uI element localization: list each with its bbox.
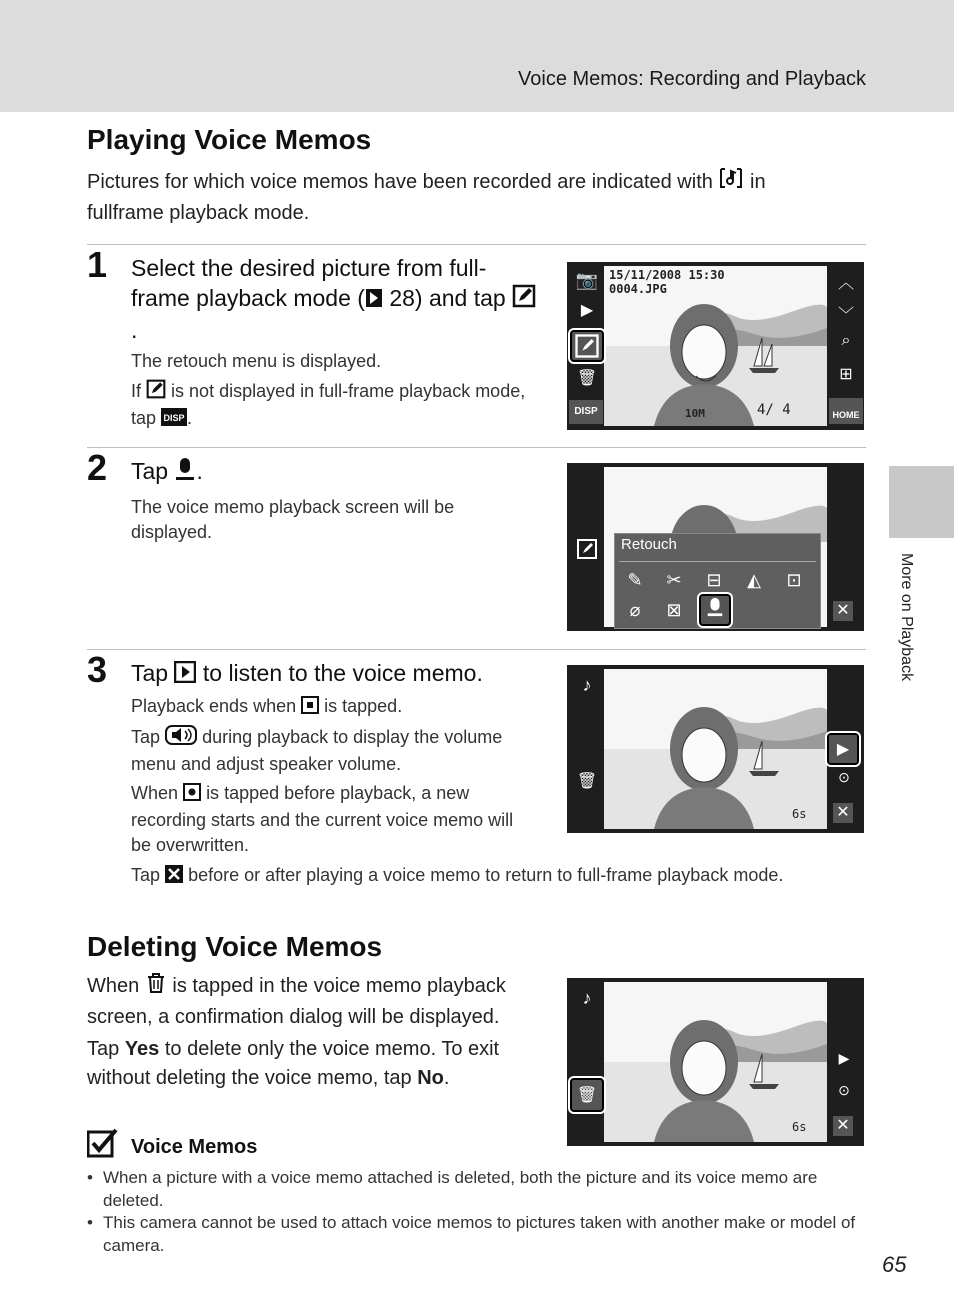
divider xyxy=(87,244,866,245)
music-note-icon: ♪ xyxy=(582,675,592,695)
paint-icon[interactable]: ✎ xyxy=(627,570,643,590)
screen-voice-memo-playback xyxy=(567,665,864,833)
retouch-icon xyxy=(512,284,536,315)
scroll-down-icon[interactable]: ﹀ xyxy=(837,307,854,324)
checkmark-note-icon xyxy=(87,1128,119,1163)
play-icon xyxy=(174,660,196,690)
step-3-note-4: Tap before or after playing a voice memo to return to full-frame playback mode. xyxy=(131,863,851,890)
running-header: Voice Memos: Recording and Playback xyxy=(518,68,866,90)
deleting-paragraph-1: When is tapped in the voice memo playback screen, a confirmation dialog will be displayed. xyxy=(87,972,549,1032)
menu-separator xyxy=(619,561,816,562)
screen-fullframe-playback xyxy=(567,262,864,430)
zoom-icon[interactable]: ⌕ xyxy=(841,332,851,349)
record-button[interactable]: ⊙ xyxy=(838,1082,850,1098)
retouch-menu-title: Retouch xyxy=(621,536,677,553)
music-note-icon: ♪ xyxy=(582,988,592,1008)
photo-woman-sailboat xyxy=(604,982,827,1142)
delete-icon[interactable]: 🗑 xyxy=(576,370,598,387)
disp-button[interactable]: DISP xyxy=(569,400,603,424)
note-bullet: • This camera cannot be used to attach voice memos to pictures taken with another make or model of camera. xyxy=(87,1211,867,1257)
step-1-note-1: The retouch menu is displayed. xyxy=(131,351,382,371)
step-2-heading: Tap . xyxy=(131,456,203,488)
copy-icon[interactable]: ⌀ xyxy=(629,600,641,620)
skin-softening-icon[interactable]: ⊡ xyxy=(786,570,802,590)
record-icon xyxy=(183,783,201,808)
side-section-label: More on Playback xyxy=(898,553,915,682)
step-3-heading: Tap to listen to the voice memo. xyxy=(131,658,483,690)
divider xyxy=(87,447,866,448)
step-1-note-2: If is not displayed in full-frame playback mode, tap DISP . xyxy=(131,379,551,433)
image-size-badge: 10M xyxy=(685,407,705,420)
stop-icon xyxy=(301,696,319,721)
filename-readout: 0004.JPG xyxy=(609,282,667,296)
voice-memos-note-title: Voice Memos xyxy=(131,1136,258,1158)
reference-icon xyxy=(365,285,383,315)
step-1-heading: Select the desired picture from full-frame playback mode ( 28) and tap . xyxy=(131,253,541,345)
playing-intro: Pictures for which voice memos have been recorded are indicated with in fullframe playback mode. xyxy=(87,166,847,228)
section-title-deleting: Deleting Voice Memos xyxy=(87,931,383,962)
retouch-menu xyxy=(614,533,821,629)
stamp-icon[interactable]: ⊠ xyxy=(666,600,682,620)
close-icon[interactable]: ✕ xyxy=(833,601,853,621)
close-icon[interactable]: ✕ xyxy=(833,1116,853,1136)
playback-mode-icon[interactable]: ▶ xyxy=(580,302,594,319)
section-title-playing: Playing Voice Memos xyxy=(87,124,372,155)
retouch-icon xyxy=(146,379,166,406)
record-button[interactable]: ⊙ xyxy=(838,769,850,785)
photo-woman-sailboat xyxy=(604,669,827,829)
retouch-icon xyxy=(567,537,607,566)
close-icon xyxy=(165,865,183,890)
note-bullet: • When a picture with a voice memo attached is deleted, both the picture and its voice memo are deleted. xyxy=(87,1166,867,1212)
screen-retouch-menu xyxy=(567,463,864,631)
camera-mode-icon[interactable]: 📷 xyxy=(575,270,599,290)
step-3-note-2: Tap during playback to display the volume menu and adjust speaker volume. xyxy=(131,727,503,774)
side-tab xyxy=(889,466,954,538)
step-3-note-3: When is tapped before playback, a new recording starts and the current voice memo will be overwritten. xyxy=(131,783,514,855)
duration-readout: 6s xyxy=(792,1120,807,1134)
crop-scissors-icon[interactable]: ✂ xyxy=(666,570,682,590)
duration-readout: 6s xyxy=(792,807,807,821)
close-icon[interactable]: ✕ xyxy=(833,803,853,823)
volume-icon xyxy=(165,725,197,752)
deleting-paragraph-2: Tap Yes to delete only the voice memo. To exit without deleting the voice memo, tap No. xyxy=(87,1038,500,1089)
datetime-readout: 15/11/2008 15:30 xyxy=(609,268,725,282)
header-band xyxy=(0,0,954,112)
delete-button[interactable]: 🗑 xyxy=(570,1078,604,1112)
step-number: 3 xyxy=(87,649,108,690)
step-number: 1 xyxy=(87,244,108,285)
step-3-note-1: Playback ends when is tapped. xyxy=(131,694,402,721)
svg-text:DISP: DISP xyxy=(163,413,185,423)
play-button[interactable]: ▶ xyxy=(838,1050,850,1066)
disp-icon xyxy=(161,408,187,433)
screen-delete-voice-memo xyxy=(567,978,864,1146)
step-number: 2 xyxy=(87,447,108,488)
scroll-up-icon[interactable]: ︿ xyxy=(837,275,854,292)
small-picture-icon[interactable]: ⊟ xyxy=(706,570,722,590)
delete-icon xyxy=(145,972,167,1003)
page-number: 65 xyxy=(882,1252,907,1277)
home-button[interactable]: HOME xyxy=(829,398,863,424)
delete-icon[interactable]: 🗑 xyxy=(576,773,598,790)
voice-memo-indicator-icon xyxy=(718,166,744,199)
thumbnail-icon[interactable]: ⊞ xyxy=(839,366,853,383)
divider xyxy=(87,649,866,650)
microphone-icon xyxy=(174,457,196,488)
d-lighting-icon[interactable]: ◭ xyxy=(747,570,761,590)
retouch-button[interactable] xyxy=(570,330,604,362)
step-2-note: The voice memo playback screen will be displayed. xyxy=(131,497,455,542)
frame-counter: 4/ 4 xyxy=(757,402,791,418)
play-button[interactable]: ▶ xyxy=(827,733,859,765)
voice-memo-button[interactable] xyxy=(699,594,731,626)
